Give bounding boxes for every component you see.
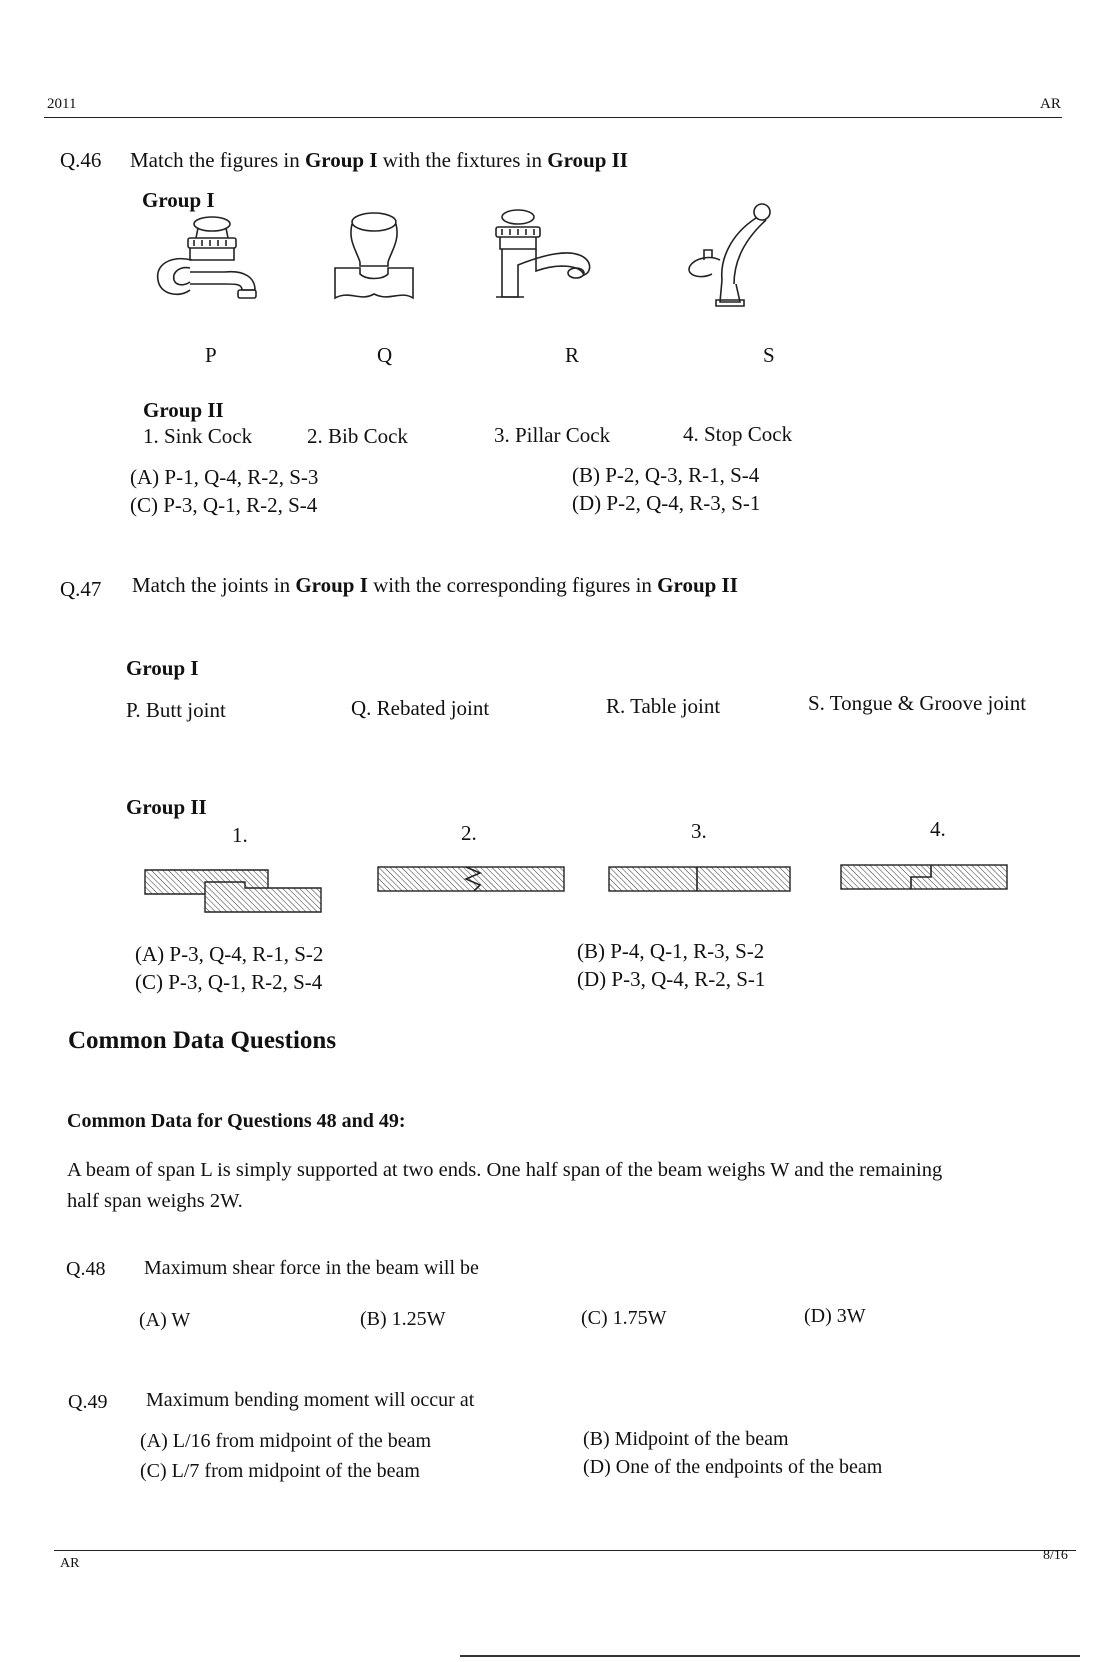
q47-option-a: (A) P-3, Q-4, R-1, S-2 [135, 942, 324, 966]
common-data-heading: Common Data Questions [68, 1027, 337, 1054]
q47-stem: Match the joints in Group I with the corresponding figures in Group II [132, 573, 738, 597]
q46-group2-item-1: 1. Sink Cock [143, 424, 253, 448]
q49-option-c: (C) L/7 from midpoint of the beam [140, 1460, 420, 1482]
q47-group1-item-q: Q. Rebated joint [351, 696, 490, 720]
q46-group1-label: Group I [142, 188, 215, 212]
sink-cock-figure-s [680, 200, 790, 320]
q49-number: Q.49 [68, 1391, 108, 1413]
pillar-cock-figure-r [488, 205, 608, 305]
q46-group2-item-2: 2. Bib Cock [307, 424, 408, 448]
q48-option-b: (B) 1.25W [360, 1308, 446, 1330]
header-year: 2011 [47, 96, 77, 112]
q46-option-d: (D) P-2, Q-4, R-3, S-1 [572, 491, 761, 515]
q46-option-c: (C) P-3, Q-1, R-2, S-4 [130, 493, 318, 517]
q48-option-c: (C) 1.75W [581, 1307, 667, 1329]
footer-rule [54, 1550, 1076, 1551]
scan-edge-line [460, 1655, 1080, 1657]
header-code: AR [1040, 96, 1061, 112]
q46-group2-label: Group II [143, 398, 224, 422]
q47-figure-label-1: 1. [232, 823, 248, 847]
q48-option-a: (A) W [139, 1309, 191, 1331]
q49-option-d: (D) One of the endpoints of the beam [583, 1456, 883, 1478]
q47-group1-item-s: S. Tongue & Groove joint [808, 691, 1027, 715]
q47-figure-label-3: 3. [691, 819, 707, 843]
q47-option-c: (C) P-3, Q-1, R-2, S-4 [135, 970, 323, 994]
q46-figure-label-p: P [205, 343, 217, 367]
q46-option-a: (A) P-1, Q-4, R-2, S-3 [130, 465, 319, 489]
q47-group1-item-r: R. Table joint [606, 694, 721, 718]
joint-figure-2 [376, 865, 566, 895]
q49-stem: Maximum bending moment will occur at [146, 1389, 475, 1411]
q46-group2-item-3: 3. Pillar Cock [494, 423, 611, 447]
q48-option-d: (D) 3W [804, 1305, 866, 1327]
stop-cock-figure-q [330, 210, 420, 310]
q47-number: Q.47 [60, 577, 102, 601]
q46-figure-label-q: Q [377, 343, 393, 367]
q48-number: Q.48 [66, 1258, 106, 1280]
q47-group1-label: Group I [126, 656, 199, 680]
q47-option-d: (D) P-3, Q-4, R-2, S-1 [577, 967, 766, 991]
q48-stem: Maximum shear force in the beam will be [144, 1257, 479, 1279]
joint-figure-4 [839, 863, 1009, 893]
q46-stem: Match the figures in Group I with the fixtures in Group II [130, 148, 628, 172]
joint-figure-3 [607, 865, 792, 895]
q47-group1-item-p: P. Butt joint [126, 698, 226, 722]
common-data-paragraph-line-1: A beam of span L is simply supported at two ends. One half span of the beam weighs W and the remaining [67, 1159, 943, 1181]
q46-group2-item-4: 4. Stop Cock [683, 422, 793, 446]
q47-figure-label-2: 2. [461, 821, 477, 845]
q46-figure-label-s: S [763, 343, 775, 367]
joint-figure-1 [143, 868, 323, 918]
common-data-subheading: Common Data for Questions 48 and 49: [67, 1110, 406, 1132]
q47-group2-label: Group II [126, 795, 207, 819]
common-data-paragraph-line-2: half span weighs 2W. [67, 1190, 243, 1212]
footer-code: AR [60, 1556, 80, 1571]
q47-option-b: (B) P-4, Q-1, R-3, S-2 [577, 939, 765, 963]
q46-option-b: (B) P-2, Q-3, R-1, S-4 [572, 463, 760, 487]
q46-figure-label-r: R [565, 343, 580, 367]
q46-number: Q.46 [60, 148, 102, 172]
footer-page-number: 8/16 [1043, 1548, 1068, 1563]
q47-figure-label-4: 4. [930, 817, 946, 841]
bib-cock-figure-p [150, 210, 280, 320]
header-rule [44, 117, 1062, 118]
q49-option-b: (B) Midpoint of the beam [583, 1428, 789, 1450]
q49-option-a: (A) L/16 from midpoint of the beam [140, 1430, 432, 1452]
